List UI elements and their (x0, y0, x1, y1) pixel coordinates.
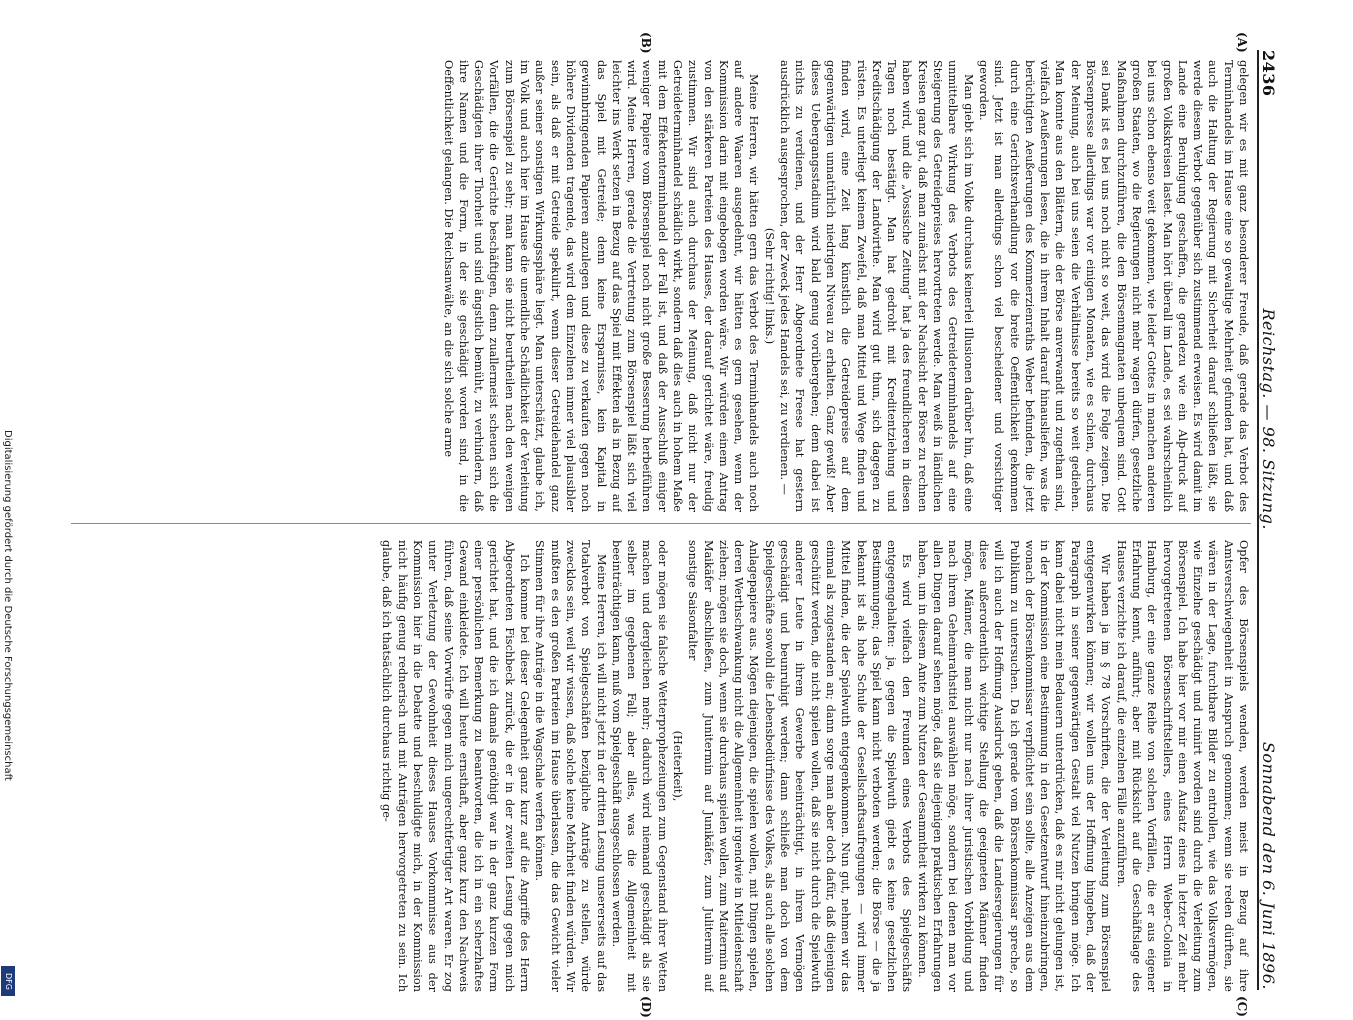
paragraph: Man giebt sich im Volke durchaus keinerlei Illusionen darüber hin, daß eine unmittelbare Wirkung des Verbots des Getreideterminhandels auf eine Steigerung des Getreidepreises hervortreten werde. Man weiß in ländlichen Kreisen ganz gut, daß man zunächst mit der Nachsicht der Börse zu rechnen haben wird, und die „Vossische Zeitung“ hat ja des freundlicheren in diesen Tagen noch bestätigt. Man hat gedroht mit Kreditentziehung und Kreditschädigung der Landwirthe. Man wird gut thun, sich dagegen zu rüsten. Es unterliegt keinem Zweifel, daß man Mittel und Wege finden und finden wird, eine Zeit lang künstlich die Getreidepreise auf dem gegenwärtigen unnatürlich niedrigen Niveau zu erhalten. Ganz gewiß! Aber dieses Uebergangsstadium wird bald genug vorübergehen; denn dabei ist nichts zu verdienen, und der Herr Abgeordnete Freese hat gestern ausdrücklich ausgesprochen, der Zweck jedes Handels sei, zu verdienen. — (778, 60, 975, 512)
page-number: 2436 (1259, 50, 1278, 97)
paragraph: Es wird vielfach den Freunden eines Verbots des Spielgeschäfts entgegengehalten: ja, gegen die Spielwuth giebt es keine gesetzlichen Bestimmungen; das Spiel kann nicht verboten werden; die Börse — die ja bekannt ist als hohe Schule der Gesellschaftsaufregungen — wird immer Mittel finden, die der Spielwuth entgegenkommen. Nun gut, nehmen wir das einmal als zugestanden an; dann sorge man aber doch dafür, daß diejenigen geschützt werden, die nicht spielen wollen, daß sie nicht durch die Spielwuth anderer Leute in ihrem Gewerbe beeinträchtigt, in ihrem Vermögen geschädigt und beunruhigt werden; dann schließe man doch von dem Spielgeschäfte sowohl die Lebensbedürfnisse des Volkes, als auch alle solchen Anlagepapiere aus. Mögen diejenigen, die spielen wollen, mit Dingen spielen, deren Werthschwankung nicht die Allgemeinheit irgendwie in Mitleidenschaft ziehen; mögen sie doch, wenn sie durchaus spielen wollen, zum Maitermin auf Maikäfer abschließen, zum Junitermin auf Junikäfer, zum Julitermin auf sonstige Saisonfalter (686, 540, 914, 992)
rotated-page (40, 20, 1293, 1020)
column-divider (71, 523, 1251, 524)
page-header (1257, 50, 1281, 990)
margin-marker-b: (B) (639, 32, 653, 54)
paragraph: Ich komme bei dieser Gelegenheit ganz kurz auf die Angriffe des Herrn Abgeordneten Fischbeck zurück, die er in der zweiten Lesung gegen mich gerichtet hat, und die ich damals genöthigt war in der ganz kurzen Form einer persönlichen Bemerkung zu beantworten, die ich in ein scherzhaftes Gewand einkleidete. Ich will heute ernsthaft, aber ganz kurz den Nachweis führen, daß seine Vorwürfe gegen mich ungerechtfertigter Art waren. Er zog unter Verletzung der Gewohnheit dieses Hauses Vorkommnisse aus der Kommission hier in die Debatte und beschuldigte mich, in der Kommission nicht häufig genug rednerisch und mit Anträgen hervorgetreten zu sein. Ich glaube, daß ich thatsächlich durchaus richtig ge- (380, 540, 532, 992)
session-title: Reichstag. — 98. Sitzung. (1259, 308, 1278, 530)
paragraph: gelegen wir es mit ganz besonderer Freude, daß gerade das Verbot des Terminhandels im Hause eine so gewaltige Mehrheit gefunden hat, und daß auch die Haltung der Regierung mit Sicherheit darauf schließen läßt, sie werde diesem Verbot gegenüber sich zustimmend erweisen. Es wird damit im Lande eine Beruhigung geschaffen, die geradezu wie ein Alp-druck auf großen Volkskreisen lastet. Man hört überall im Lande, es sei wahrscheinlich bei uns schon ebenso weit gekommen, wie leider Gottes in manchen anderen großen Staaten, wo die Regierungen nicht mehr wagen dürfen, gesetzliche Maßnahmen durchzuführen, die den Börsenmagnaten unbequem sind. Gott sei Dank ist es bei uns noch nicht so weit, das wird die Folge zeigen. Die Börsenpresse allerdings war vor einigen Monaten, wie es schien, durchaus der Meinung, auch bei uns seien die Verhältnisse bereits so weit gediehen. Man konnte aus den Blättern, die der Börse anverwandt und zugethan sind, vielfach Aeußerungen lesen, die in ihrem Inhalt darauf hinausliefen, was die berüchtigten Aeußerungen des Kommerzienraths Weber befunden, die jetzt durch eine Gerichtsverhandlung vor die breite Oeffentlichkeit gekommen sind. Jetzt ist man allerdings schon viel bescheidener und vorsichtiger geworden. (976, 60, 1250, 512)
digitization-credit: Digitalisierung gefördert durch die Deutsche Forschungsgemeinschaft (2, 430, 13, 781)
margin-marker-d: (D) (639, 996, 653, 1018)
margin-marker-c: (C) (1235, 996, 1249, 1017)
interjection: (Heiterkeit), (671, 730, 685, 802)
right-column (71, 540, 1251, 992)
paragraph: Meine Herren, ich will nicht jetzt in der dritten Lesung unsererseits auf das Totalverbot von Spielgeschäften bezügliche Anträge zu stellen, würde zwecklos sein, weil wir wissen, daß solche keine Mehrheit finden würden. Wir mußten es den großen Parteien im Hause überlassen, die das Gewicht vieler Stimmen für ihre Anträge in die Wagschale werfen können. (533, 540, 608, 992)
paragraph: Opfer des Börsenspiels wenden, werden meist in Bezug auf ihre Amtsverschwiegenheit in Anspruch genommen; wenn sie reden dürften, sie wären in der Lage, furchtbare Bilder zu entrollen, wie das Volksvermögen, wie Einzelne geschädigt und ruinirt worden sind durch die Verleitung zum Börsenspiel. Ich habe hier vor mir einen Aufsatz eines in letzter Zeit mehr hervorgetretenen Börsenschriftstellers, eines Herrn Weber-Colonia in Hamburg, der eine ganze Reihe von solchen Vorfällen, die er aus eigener Erfahrung kennt, anführt; aber mit Rücksicht auf die Geschäftslage des Hauses verzichte ich darauf, die einzelnen Fälle anzuführen. (1114, 540, 1250, 992)
paragraph: Wir haben ja im § 78 Vorschriften, die der Verleitung zum Börsenspiel entgegenwirken können; wir wollen uns der Hoffnung hingeben, daß der Paragraph in seiner gegenwärtigen Gestalt viel Nutzen bringen möge. Ich kann dabei nicht mein Bedauern unterdrücken, daß es mir nicht gelungen ist, in der Kommission eine Bestimmung in den Gesetzentwurf hineinzubringen, wonach der Börsenkommissar verpflichtet sein sollte, alle Anzeigen aus dem Publikum zu untersuchen. Da ich gerade vom Börsenkommissar spreche, so will ich auch der Hoffnung Ausdruck geben, daß die Landesregierungen für diese außerordentlich wichtige Stellung die geeigneten Männer finden mögen, Männer, die man nicht nur nach ihrer juristischen Vorbildung und nach ihrem Geheimrathstitel auswählen möge, sondern bei denen man vor allen Dingen darauf sehen möge, daß sie diejenigen praktischen Erfahrungen haben, um in diesem Amte zum Nutzen der Gesammtheit wirken zu können. (915, 540, 1113, 992)
paragraph: oder mögen sie falsche Wetterprophezeiungen zum Gegenstand ihrer Wetten machen und dergleichen mehr; dadurch wird niemand geschädigt als sie selber im gegebenen Fall; aber alles, was die Allgemeinheit mit beeinträchtigen kann, muß vom Spielgeschäft ausgeschlossen werden. (609, 540, 669, 992)
left-column (71, 60, 1251, 512)
dfg-logo: DFG (1, 966, 15, 996)
margin-marker-a: (A) (1235, 32, 1249, 53)
interjection: (Sehr richtig! links.) (762, 227, 776, 345)
paragraph: Meine Herren, wir hätten gern das Verbot des Terminhandels auch noch auf andere Waaren ausgedehnt, wir hätten es gern gesehen, wenn der Kommission darin mit eingebogen worden wäre. Wir würden einem Antrag von den stärkeren Parteien des Hauses, der darauf gerichtet wäre, freudig zustimmen. Wir sind auch durchaus der Meinung, daß nicht nur der Getreideterminhandel schädlich wirkt, sondern daß dies auch in hohem Maße mit dem Effektenterminhandel der Fall ist, und daß der Ausschluß einiger weniger Papiere vom Börsenspiel noch nicht große Besserung herbeiführen wird. Meine Herren, gerade die Vertretung zum Börsenspiel läßt sich viel leichter ins Werk setzen in Bezug auf das Spiel mit Effekten als in Bezug auf das Spiel mit Getreide; denn keine Ersparnisse, kein Kapital in gewinnbringenden Papieren anzulegen und diese zu verkaufen gegen noch höhere Dividenden tragende, das wird dem Einzelnen immer viel plausibler sein, als daß er mit Getreide spekulirt, wenn dieser Getreidehandel ganz außer seiner sonstigen Wirkungssphäre liegt. Man unterschätzt, glaube ich, im Volk und auch hier im Hause die unendliche Schädlichkeit der Verleitung zum Börsenspiel zu sehr; man kann sie nicht beurtheilen nach den wenigen Vorfällen, die die Gerichte beschäftigen, denn zuallermeist scheuen sich die Geschädigten ihrer Thorheit und sind ängstlich bemüht, zu verhindern, daß ihre Namen und die Form, in der sie geschädigt worden sind, in die Oeffentlichkeit gelangen. Die Reichsanwälte, an die sich solche arme (441, 60, 761, 512)
session-date: Sonnabend den 6. Juni 1896. (1259, 741, 1278, 990)
